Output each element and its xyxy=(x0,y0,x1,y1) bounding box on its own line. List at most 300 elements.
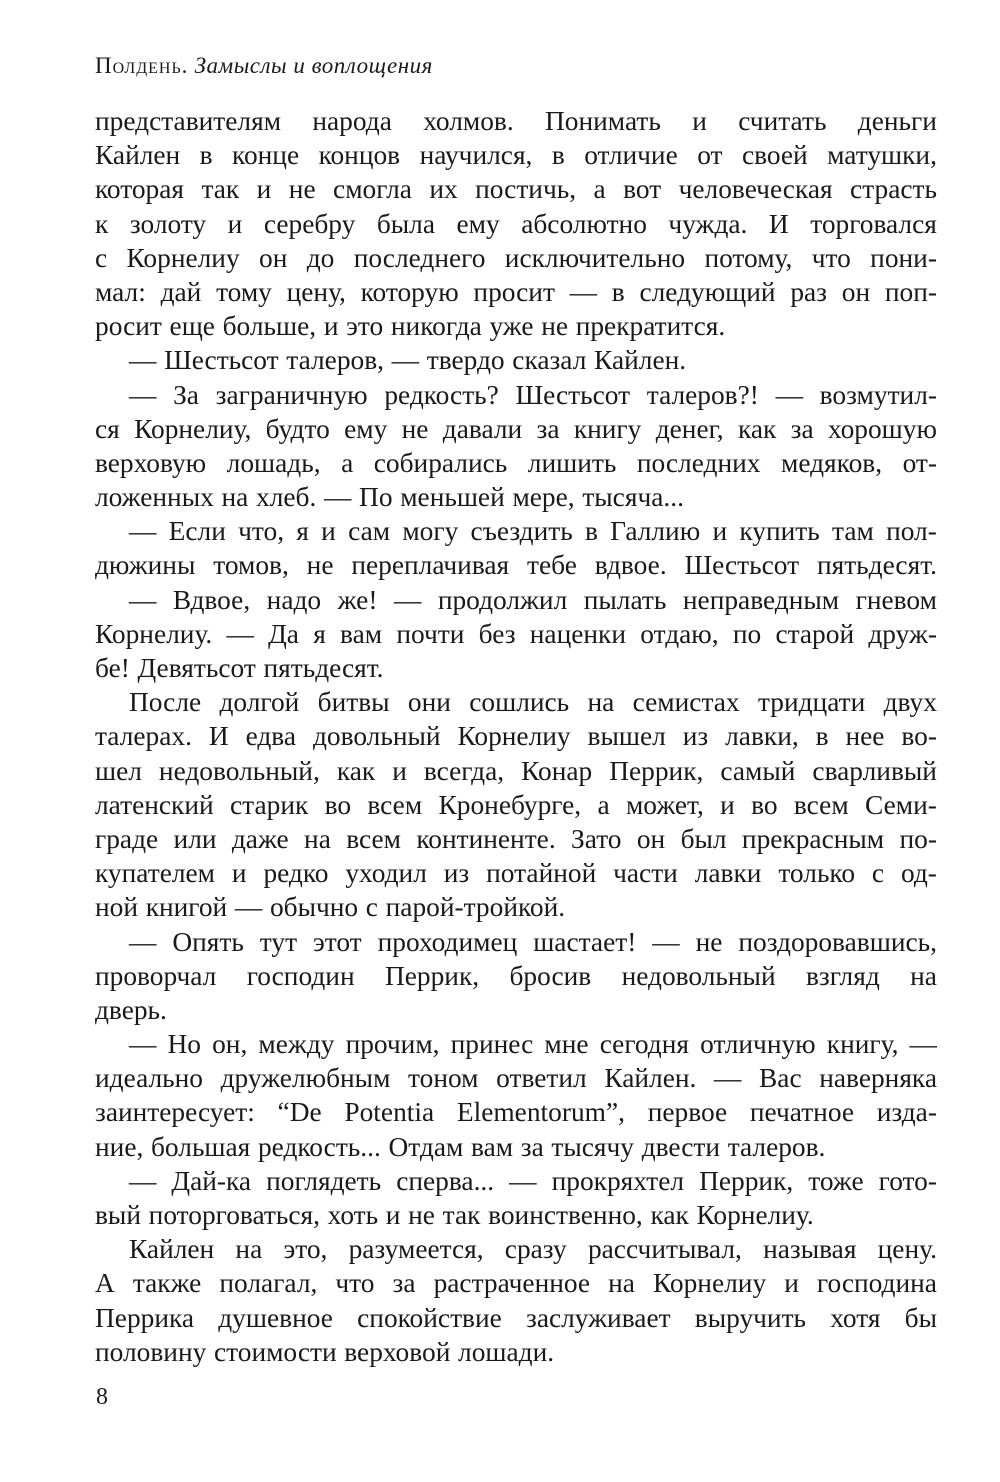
word: мне xyxy=(544,1029,589,1060)
word: заслуживает xyxy=(526,1302,671,1333)
word: недовольный, xyxy=(158,755,320,786)
word: на xyxy=(304,823,331,854)
word: Зато xyxy=(571,823,622,854)
word: и xyxy=(720,789,735,820)
word: не xyxy=(408,1200,435,1230)
word: всегда, xyxy=(423,755,505,786)
word: на xyxy=(221,482,249,513)
word: поп- xyxy=(884,276,937,307)
word: отдаю, xyxy=(640,618,719,649)
word: в xyxy=(551,140,565,171)
word: тебе xyxy=(527,550,577,581)
word: хорошую xyxy=(827,413,937,444)
word: Галлию xyxy=(610,516,701,547)
word: между xyxy=(258,1029,335,1060)
word: тоном xyxy=(408,1063,479,1094)
word: рассчитывал, xyxy=(587,1234,742,1265)
text-line xyxy=(95,446,937,480)
word: отличие xyxy=(584,140,678,171)
word: лошади. xyxy=(458,1336,555,1367)
word: редкость? xyxy=(384,379,499,410)
word: Elementorum”, xyxy=(456,1097,625,1128)
word: хлеб. xyxy=(256,482,317,513)
word: лавки xyxy=(694,858,762,889)
text-line xyxy=(95,925,937,959)
word: вам xyxy=(340,618,383,649)
word: считать xyxy=(738,106,827,136)
text-line xyxy=(95,241,937,275)
word: Конар xyxy=(521,755,593,786)
word: — xyxy=(569,276,598,307)
word: тысячу xyxy=(551,1131,635,1162)
word: пони- xyxy=(870,242,937,273)
word: — xyxy=(129,345,157,376)
word: как xyxy=(737,413,777,444)
word: редкость... xyxy=(257,1131,381,1162)
word: — xyxy=(509,1165,537,1196)
word: — xyxy=(226,618,254,649)
word: на xyxy=(235,1234,263,1265)
word: вам xyxy=(471,1131,514,1162)
text-line xyxy=(95,275,937,309)
word: — xyxy=(714,1063,742,1094)
word: уже xyxy=(489,311,534,342)
word: их xyxy=(429,174,458,205)
word: чужда. xyxy=(668,208,748,239)
word: пылать xyxy=(583,584,667,615)
word: идеально xyxy=(95,1063,203,1094)
word: тут xyxy=(259,926,298,957)
word: во xyxy=(324,789,352,820)
word: заграничную xyxy=(215,379,368,410)
word: поглядеть xyxy=(266,1165,382,1196)
word: верховой xyxy=(344,1336,451,1367)
word: Вас xyxy=(759,1063,802,1094)
word: из xyxy=(682,721,709,752)
word: с xyxy=(95,242,108,273)
word: — xyxy=(775,379,803,410)
word: лошадь, xyxy=(226,447,321,478)
word: половину xyxy=(95,1336,207,1367)
word: я xyxy=(296,516,309,547)
word: съездить xyxy=(470,516,573,547)
word: сразу xyxy=(504,1234,567,1265)
word: — xyxy=(129,926,157,957)
word: купить xyxy=(739,516,820,547)
word: и xyxy=(321,516,336,547)
word: редко xyxy=(263,858,329,889)
word: талерах. xyxy=(95,721,192,752)
word: серебру xyxy=(263,208,356,239)
word: хоть xyxy=(327,1200,379,1230)
text-line xyxy=(95,548,937,582)
word: больше, xyxy=(222,311,317,342)
word: в xyxy=(815,721,829,752)
word: Корнелиу xyxy=(126,242,240,273)
text-line xyxy=(95,1130,937,1164)
word: разумеется, xyxy=(348,1234,484,1265)
word: во xyxy=(751,789,778,820)
word: только xyxy=(778,858,856,889)
word: Potentia xyxy=(344,1097,435,1128)
word: Если xyxy=(168,516,226,547)
word: бе! xyxy=(95,653,130,683)
text-line xyxy=(95,309,937,343)
word: страсть xyxy=(850,174,937,205)
word: еще xyxy=(169,311,215,342)
word: ему xyxy=(344,413,388,444)
text-line xyxy=(95,856,937,890)
word: Корнелиу, xyxy=(134,413,252,444)
word: вдвое. xyxy=(594,550,667,581)
word: Шестьсот xyxy=(684,550,800,581)
word: вышел xyxy=(587,721,666,752)
word: выручить xyxy=(694,1302,807,1333)
text-line xyxy=(95,378,937,412)
word: — xyxy=(129,516,157,547)
word: а xyxy=(341,447,354,478)
word: не xyxy=(695,926,723,957)
word: последних xyxy=(636,447,761,478)
word: купателем xyxy=(95,858,216,889)
word: И xyxy=(208,721,229,752)
word: он xyxy=(841,276,871,307)
word: народа xyxy=(312,106,392,136)
word: По xyxy=(359,482,393,513)
word: деньги xyxy=(857,106,937,136)
word: — xyxy=(909,1029,937,1060)
word: двух xyxy=(883,687,937,718)
text-line xyxy=(95,1232,937,1266)
word: Отдам xyxy=(388,1131,464,1162)
word: дружелюбным xyxy=(220,1063,391,1094)
word: господин xyxy=(246,960,355,991)
word: дюжины xyxy=(95,550,196,581)
word: не xyxy=(288,174,316,205)
word: шастает! xyxy=(533,926,637,957)
word: может, xyxy=(625,789,704,820)
word: талеров, xyxy=(286,345,384,376)
word: семистах xyxy=(632,687,740,718)
word: наверняка xyxy=(819,1063,937,1094)
word: на xyxy=(608,1268,635,1299)
word: книгу, xyxy=(826,1029,899,1060)
word: битвы xyxy=(317,687,390,718)
word: мере, xyxy=(512,482,575,513)
word: хотя xyxy=(830,1302,881,1333)
word: верховую xyxy=(95,447,207,478)
word: своей xyxy=(741,140,808,171)
text-line xyxy=(95,172,937,206)
word: Шестьсот xyxy=(515,379,631,410)
word: и xyxy=(323,311,339,342)
word: прокряхтел xyxy=(551,1165,685,1196)
word: взгляд xyxy=(805,960,880,991)
word: пятьдесят. xyxy=(263,653,384,683)
word: большая xyxy=(151,1131,251,1162)
word: по- xyxy=(899,823,937,854)
word: росит xyxy=(95,311,162,342)
text-line xyxy=(95,1301,937,1335)
word: так xyxy=(201,174,240,205)
word: из xyxy=(443,858,470,889)
word: же! xyxy=(337,584,378,615)
word: и xyxy=(385,1200,401,1230)
word: там xyxy=(832,516,874,547)
word: называя xyxy=(763,1234,857,1265)
page-number: 8 xyxy=(96,1384,108,1410)
word: дай xyxy=(160,276,202,307)
word: тысяча... xyxy=(582,482,684,513)
word: Перрик, xyxy=(699,1165,794,1196)
word: вый xyxy=(95,1200,141,1230)
word: и xyxy=(692,106,707,136)
text-line xyxy=(95,1095,937,1129)
word: Да xyxy=(268,618,299,649)
word: томов, xyxy=(213,550,289,581)
text-line xyxy=(95,822,937,856)
running-head xyxy=(95,53,433,79)
word: этот xyxy=(312,926,362,957)
word: всем xyxy=(346,823,401,854)
word: раз xyxy=(790,276,828,307)
word: “De xyxy=(277,1097,322,1128)
word: так xyxy=(442,1200,481,1230)
word: талеров. xyxy=(727,1131,826,1162)
word: уходил xyxy=(345,858,427,889)
series-title: Полдень. xyxy=(95,53,189,78)
word: — xyxy=(234,892,263,923)
word: и xyxy=(784,1268,799,1299)
word: отличную xyxy=(700,1029,816,1060)
word: он xyxy=(259,242,288,273)
word: абсолютно xyxy=(521,208,647,239)
word: цену, xyxy=(286,276,346,307)
word: Корнелиу xyxy=(653,1268,767,1299)
word: даже xyxy=(231,823,289,854)
word: А xyxy=(95,1268,115,1299)
word: в xyxy=(584,516,598,547)
word: друж- xyxy=(868,618,937,649)
section-subtitle: Замыслы и воплощения xyxy=(194,53,433,78)
text-line xyxy=(95,343,937,377)
word: торговался xyxy=(810,208,937,239)
word: прекрасным xyxy=(741,823,885,854)
word: не xyxy=(541,311,569,342)
word: пол- xyxy=(886,516,937,547)
text-line xyxy=(95,583,937,617)
word: Перрик, xyxy=(609,755,704,786)
word: Кайлен xyxy=(95,140,181,171)
word: Корнелиу. xyxy=(696,1200,814,1230)
word: сегодня xyxy=(599,1029,689,1060)
word: — xyxy=(393,584,422,615)
word: полагал, xyxy=(219,1268,318,1299)
word: поторговаться, xyxy=(148,1200,320,1230)
word: и xyxy=(392,755,407,786)
text-line xyxy=(95,1198,937,1232)
word: или xyxy=(173,823,217,854)
word: как xyxy=(336,755,376,786)
text-line xyxy=(95,719,937,753)
text-line xyxy=(95,993,937,1027)
word: с xyxy=(871,858,885,889)
word: самый xyxy=(720,755,796,786)
word: недовольный xyxy=(621,960,776,991)
word: — xyxy=(129,1165,157,1196)
word: как xyxy=(650,1200,689,1230)
word: будто xyxy=(265,413,330,444)
word: нее xyxy=(845,721,885,752)
word: за xyxy=(536,413,560,444)
word: никогда xyxy=(390,311,482,342)
word: потайной xyxy=(486,858,597,889)
word: дверь. xyxy=(95,994,167,1025)
text-line xyxy=(95,788,937,822)
word: талеров?! xyxy=(646,379,759,410)
word: душевное xyxy=(218,1302,333,1333)
word: матушки, xyxy=(827,140,937,171)
text-line xyxy=(95,959,937,993)
word: Корнелиу. xyxy=(95,618,213,649)
word: Перрика xyxy=(95,1302,195,1333)
text-line xyxy=(95,890,937,924)
word: на xyxy=(910,960,937,991)
word: тридцати xyxy=(757,687,866,718)
word: просит xyxy=(473,276,555,307)
word: — xyxy=(129,379,157,410)
word: латенский xyxy=(95,789,214,820)
word: После xyxy=(129,687,202,718)
word: Кронебурге, xyxy=(438,789,582,820)
word: Кайлен xyxy=(129,1234,215,1265)
word: — xyxy=(323,482,352,513)
word: надо xyxy=(266,584,322,615)
word: что xyxy=(811,242,851,273)
word: и xyxy=(712,516,728,547)
text-line xyxy=(95,1266,937,1300)
word: Перрик, xyxy=(384,960,480,991)
text-line xyxy=(95,1061,937,1095)
word: всем xyxy=(367,789,423,820)
word: стоимости xyxy=(213,1336,337,1367)
text-line xyxy=(95,480,937,514)
text-line xyxy=(95,617,937,651)
word: в xyxy=(199,140,213,171)
word: за xyxy=(790,413,814,444)
text-line xyxy=(95,651,937,685)
word: бросив xyxy=(509,960,592,991)
word: Семи- xyxy=(865,789,937,820)
word: едва xyxy=(245,721,297,752)
word: довольный xyxy=(312,721,441,752)
word: растраченное xyxy=(433,1268,591,1299)
word: а xyxy=(593,174,606,205)
word: континенте. xyxy=(416,823,556,854)
word: мал: xyxy=(95,276,146,307)
word: неправедным xyxy=(682,584,840,615)
word: собирались xyxy=(373,447,508,478)
word: я xyxy=(313,618,326,649)
word: не xyxy=(401,413,429,444)
word: это xyxy=(346,311,384,342)
word: проходимец xyxy=(377,926,518,957)
text-line xyxy=(95,207,937,241)
word: и xyxy=(231,858,247,889)
word: Шестьсот xyxy=(164,345,279,376)
word: граде xyxy=(95,823,159,854)
word: во- xyxy=(901,721,937,752)
word: господина xyxy=(816,1268,937,1299)
word: тому xyxy=(216,276,272,307)
word: гото- xyxy=(878,1165,937,1196)
word: проворчал xyxy=(95,960,217,991)
word: Но xyxy=(167,1029,201,1060)
word: представителям xyxy=(95,106,282,136)
word: Девятьсот xyxy=(137,653,256,683)
word: сварливый xyxy=(812,755,937,786)
word: меньшей xyxy=(400,482,505,513)
word: гневом xyxy=(855,584,937,615)
word: заинтересует: xyxy=(95,1097,255,1128)
word: изда- xyxy=(876,1097,937,1128)
word: ему xyxy=(456,208,500,239)
word: всем xyxy=(793,789,849,820)
word: книгой xyxy=(145,892,228,923)
word: печатное xyxy=(749,1097,855,1128)
word: что, xyxy=(238,516,285,547)
word: Корнелиу xyxy=(457,721,571,752)
word: с xyxy=(365,892,378,923)
word: он, xyxy=(212,1029,248,1060)
word: медяков, xyxy=(780,447,883,478)
word: принес xyxy=(450,1029,534,1060)
word: пятьдесят. xyxy=(816,550,937,581)
word: ложенных xyxy=(95,482,214,513)
word: продолжил xyxy=(437,584,568,615)
text-line xyxy=(95,754,937,788)
word: парой-тройкой. xyxy=(385,892,566,923)
word: сошлись xyxy=(469,687,570,718)
word: наценки xyxy=(529,618,627,649)
word: золоту xyxy=(129,208,207,239)
word: твердо xyxy=(426,345,505,376)
word: Понимать xyxy=(545,106,661,136)
word: Опять xyxy=(172,926,244,957)
word: — xyxy=(391,345,420,376)
word: долгой xyxy=(219,687,300,718)
body-text xyxy=(95,104,937,1369)
text-line xyxy=(95,104,937,138)
word: которую xyxy=(360,276,459,307)
word: не xyxy=(306,550,334,581)
word: сказал xyxy=(512,345,587,376)
word: за xyxy=(520,1131,544,1162)
word: могу xyxy=(402,516,459,547)
word: они xyxy=(407,687,451,718)
word: конце xyxy=(232,140,300,171)
text-line xyxy=(95,138,937,172)
word: лавки, xyxy=(725,721,799,752)
word: смогла xyxy=(333,174,412,205)
word: которая xyxy=(95,174,185,205)
word: двести xyxy=(641,1131,721,1162)
word: обычно xyxy=(269,892,359,923)
word: в xyxy=(611,276,625,307)
word: за xyxy=(392,1268,416,1299)
word: к xyxy=(95,208,109,239)
word: — xyxy=(652,926,680,957)
